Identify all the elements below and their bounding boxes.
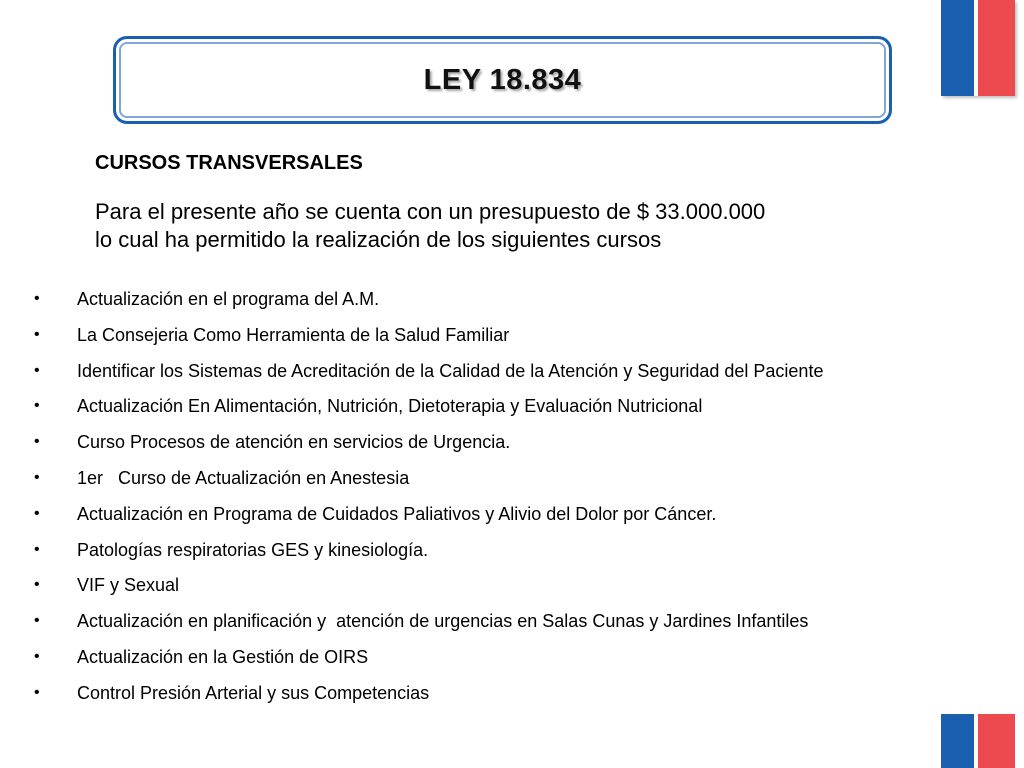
- course-label: Curso Procesos de atención en servicios de Urgencia.: [77, 432, 511, 453]
- bullet-icon: •: [34, 612, 40, 630]
- course-label: La Consejeria Como Herramienta de la Salud Familiar: [77, 324, 510, 345]
- bullet-icon: •: [34, 290, 40, 307]
- list-item: [34, 606, 994, 642]
- bullet-icon: •: [34, 433, 40, 451]
- course-label: Control Presión Arterial y sus Competencias: [77, 682, 430, 703]
- bullet-icon: •: [34, 397, 40, 415]
- course-label: Actualización en planificación y atención de urgencias en Salas Cunas y Jardines Infantiles: [77, 611, 809, 632]
- flag-red-stripe: [978, 714, 1015, 768]
- flag-logo-top: [941, 0, 1015, 96]
- bullet-icon: •: [34, 647, 40, 665]
- course-label: Actualización en Programa de Cuidados Paliativos y Alivio del Dolor por Cáncer.: [77, 503, 717, 524]
- flag-blue-stripe: [941, 714, 974, 768]
- course-label: Patologías respiratorias GES y kinesiología.: [77, 539, 429, 560]
- course-label: VIF y Sexual: [77, 575, 180, 596]
- intro-line-2: lo cual ha permitido la realización de los siguientes cursos: [95, 227, 662, 252]
- flag-red-stripe: [978, 0, 1015, 96]
- bullet-icon: •: [34, 683, 40, 701]
- bullet-icon: •: [34, 504, 40, 522]
- course-label: Actualización En Alimentación, Nutrición, Dietoterapia y Evaluación Nutricional: [77, 396, 703, 417]
- bullet-icon: •: [34, 540, 40, 558]
- bullet-icon: •: [34, 576, 40, 594]
- page-title: LEY 18.834: [423, 63, 582, 96]
- list-item: [34, 427, 994, 463]
- list-item: [34, 499, 994, 535]
- list-item: [34, 678, 994, 714]
- course-list: [34, 284, 994, 714]
- list-item: [34, 642, 994, 678]
- flag-blue-stripe: [941, 0, 974, 96]
- course-label: Actualización en el programa del A.M.: [77, 289, 380, 309]
- list-item: [34, 391, 994, 427]
- intro-line-1: Para el presente año se cuenta con un presupuesto de $ 33.000.000: [95, 199, 766, 224]
- list-item: [34, 570, 994, 606]
- course-label: Actualización en la Gestión de OIRS: [77, 646, 369, 667]
- course-label: Identificar los Sistemas de Acreditación de la Calidad de la Atención y Seguridad del Paciente: [77, 360, 824, 381]
- list-item: [34, 284, 994, 320]
- bullet-icon: •: [34, 361, 40, 379]
- bullet-icon: •: [34, 468, 40, 486]
- intro-paragraph: [95, 198, 915, 254]
- flag-logo-bottom: [941, 714, 1015, 768]
- list-item: [34, 320, 994, 356]
- list-item: [34, 535, 994, 571]
- list-item: [34, 356, 994, 392]
- section-subtitle: CURSOS TRANSVERSALES: [95, 152, 363, 174]
- bullet-icon: •: [34, 325, 40, 343]
- course-label: 1er Curso de Actualización en Anestesia: [77, 467, 410, 488]
- list-item: [34, 463, 994, 499]
- title-box: [113, 36, 892, 124]
